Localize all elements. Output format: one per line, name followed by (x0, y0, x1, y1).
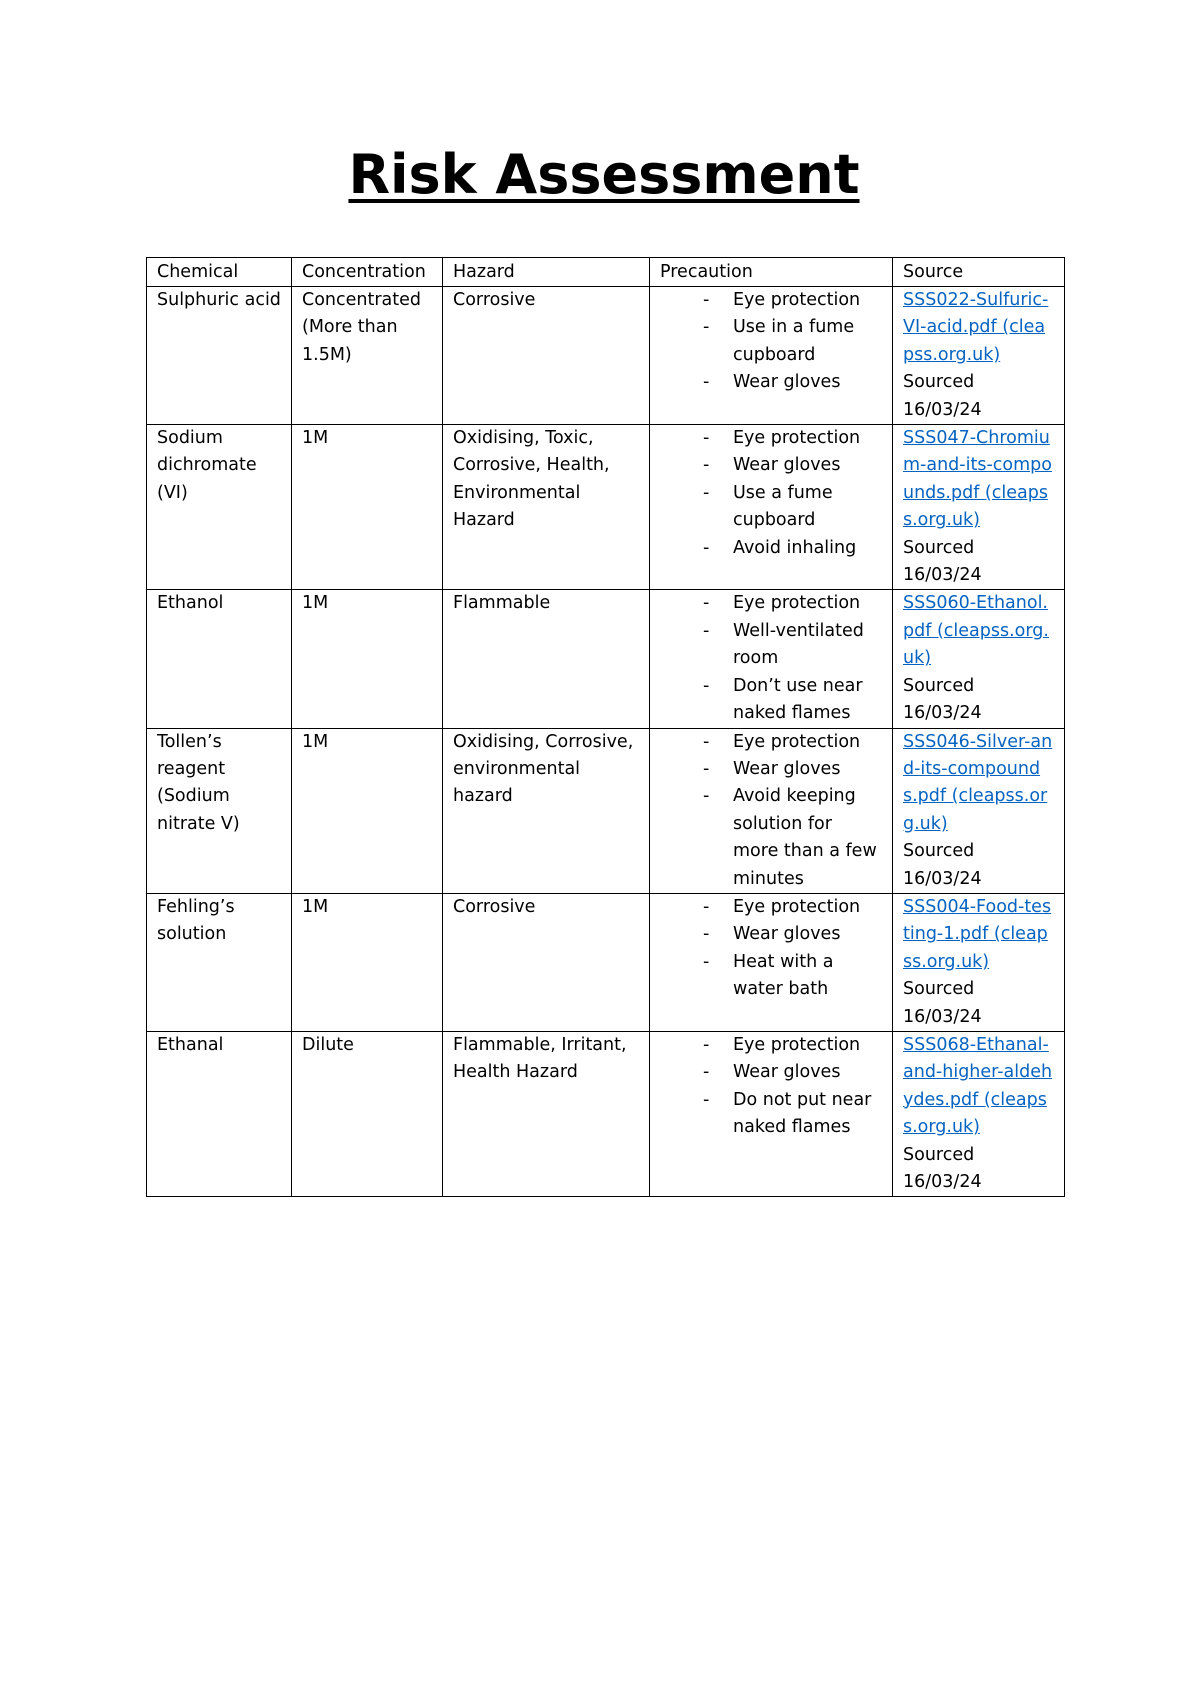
dash-bullet-icon: - (703, 317, 710, 338)
precaution-cell (650, 425, 893, 590)
precaution-item (660, 1087, 882, 1142)
sourced-date: 16/03/24 (903, 868, 982, 889)
precaution-text: Eye protection (733, 1034, 861, 1055)
dash-bullet-icon: - (703, 372, 710, 393)
precaution-text: Wear gloves (733, 924, 841, 945)
sourced-label: Sourced (903, 979, 975, 1000)
chemical-cell: Sodium dichromate (VI) (147, 425, 292, 590)
precaution-text: Do not put near naked flames (733, 1089, 872, 1138)
concentration-cell: 1M (292, 590, 443, 728)
dash-bullet-icon: - (703, 290, 710, 310)
concentration-cell: 1M (292, 425, 443, 590)
precaution-list (660, 590, 882, 727)
precaution-item (660, 590, 882, 617)
precaution-text: Eye protection (733, 731, 861, 752)
precaution-cell (650, 590, 893, 728)
precaution-item (660, 921, 882, 948)
precaution-text: Heat with a water bath (733, 951, 834, 1000)
source-link[interactable]: SSS068-Ethanal-and-higher-aldehydes.pdf (cleapss.org.uk) (903, 1034, 1053, 1138)
precaution-text: Avoid inhaling (733, 537, 857, 558)
precaution-cell (650, 728, 893, 893)
dash-bullet-icon: - (703, 1089, 710, 1110)
precaution-text: Eye protection (733, 593, 861, 614)
concentration-cell: 1M (292, 893, 443, 1031)
header-hazard: Hazard (443, 258, 650, 287)
concentration-cell: Concentrated (More than 1.5M) (292, 287, 443, 425)
precaution-item (660, 894, 882, 921)
precaution-text: Use a fume cupboard (733, 482, 833, 531)
hazard-cell: Corrosive (443, 287, 650, 425)
chemical-cell: Sulphuric acid (147, 287, 292, 425)
sourced-date: 16/03/24 (903, 1172, 982, 1192)
hazard-cell: Oxidising, Corrosive, environmental hazard (443, 728, 650, 893)
precaution-item (660, 1059, 882, 1086)
hazard-cell: Flammable (443, 590, 650, 728)
hazard-cell: Oxidising, Toxic, Corrosive, Health, Environmental Hazard (443, 425, 650, 590)
source-link[interactable]: SSS060-Ethanol.pdf (cleapss.org.uk) (903, 593, 1049, 669)
precaution-item (660, 783, 882, 893)
table-row (147, 287, 1065, 425)
dash-bullet-icon: - (703, 731, 710, 752)
dash-bullet-icon: - (703, 455, 710, 476)
dash-bullet-icon: - (703, 482, 710, 503)
sourced-label: Sourced (903, 675, 975, 696)
source-cell (893, 1031, 1065, 1196)
precaution-list (660, 425, 882, 562)
sourced-label: Sourced (903, 372, 975, 393)
source-cell (893, 287, 1065, 425)
concentration-cell: Dilute (292, 1031, 443, 1196)
sourced-date: 16/03/24 (903, 703, 982, 724)
sourced-date: 16/03/24 (903, 399, 982, 420)
precaution-list (660, 1032, 882, 1142)
source-link[interactable]: SSS004-Food-testing-1.pdf (cleapss.org.uk) (903, 896, 1052, 972)
precaution-text: Wear gloves (733, 372, 841, 393)
precaution-item (660, 480, 882, 535)
sourced-label: Sourced (903, 1144, 975, 1165)
chemical-cell: Fehling’s solution (147, 893, 292, 1031)
precaution-item (660, 949, 882, 1004)
precaution-cell (650, 287, 893, 425)
precaution-text: Wear gloves (733, 1062, 841, 1083)
dash-bullet-icon: - (703, 896, 710, 917)
concentration-cell: 1M (292, 728, 443, 893)
precaution-text: Wear gloves (733, 758, 841, 779)
sourced-date: 16/03/24 (903, 1006, 982, 1027)
table-row (147, 1031, 1065, 1196)
header-concentration: Concentration (292, 258, 443, 287)
precaution-list (660, 729, 882, 893)
dash-bullet-icon: - (703, 428, 710, 449)
precaution-text: Avoid keeping solution for more than a few minutes (733, 786, 877, 889)
table-body (147, 287, 1065, 1197)
source-cell (893, 590, 1065, 728)
dash-bullet-icon: - (703, 537, 710, 558)
dash-bullet-icon: - (703, 620, 710, 641)
source-link[interactable]: SSS046-Silver-and-its-compounds.pdf (cleapss.org.uk) (903, 731, 1053, 834)
dash-bullet-icon: - (703, 1062, 710, 1083)
hazard-cell: Flammable, Irritant, Health Hazard (443, 1031, 650, 1196)
precaution-item (660, 452, 882, 479)
chemical-cell: Tollen’s reagent (Sodium nitrate V) (147, 728, 292, 893)
dash-bullet-icon: - (703, 1034, 710, 1055)
precaution-text: Use in a fume cupboard (733, 317, 855, 365)
precaution-cell (650, 1031, 893, 1196)
precaution-item (660, 729, 882, 756)
precaution-item (660, 1032, 882, 1059)
precaution-text: Eye protection (733, 290, 861, 310)
source-cell (893, 893, 1065, 1031)
page-title: Risk Assessment (348, 143, 860, 206)
sourced-label: Sourced (903, 537, 975, 558)
dash-bullet-icon: - (703, 786, 710, 807)
chemical-cell: Ethanal (147, 1031, 292, 1196)
table-row (147, 590, 1065, 728)
dash-bullet-icon: - (703, 675, 710, 696)
precaution-item (660, 369, 882, 396)
table-row (147, 728, 1065, 893)
sourced-label: Sourced (903, 841, 975, 862)
precaution-cell (650, 893, 893, 1031)
precaution-list (660, 894, 882, 1004)
dash-bullet-icon: - (703, 593, 710, 614)
sourced-date: 16/03/24 (903, 565, 982, 586)
precaution-text: Eye protection (733, 428, 861, 449)
source-link[interactable]: SSS047-Chromium-and-its-compounds.pdf (cleapss.org.uk) (903, 428, 1052, 531)
source-link[interactable]: SSS022-Sulfuric-VI-acid.pdf (cleapss.org.uk) (903, 290, 1049, 365)
source-cell (893, 425, 1065, 590)
precaution-text: Wear gloves (733, 455, 841, 476)
hazard-cell: Corrosive (443, 893, 650, 1031)
precaution-list (660, 287, 882, 397)
risk-assessment-table (146, 257, 1065, 1197)
precaution-text: Eye protection (733, 896, 861, 917)
precaution-item (660, 425, 882, 452)
table-row (147, 893, 1065, 1031)
precaution-item (660, 314, 882, 369)
header-precaution: Precaution (650, 258, 893, 287)
precaution-item (660, 673, 882, 728)
header-source: Source (893, 258, 1065, 287)
dash-bullet-icon: - (703, 951, 710, 972)
header-chemical: Chemical (147, 258, 292, 287)
precaution-item (660, 287, 882, 314)
precaution-item (660, 535, 882, 562)
dash-bullet-icon: - (703, 924, 710, 945)
table-header-row (147, 258, 1065, 287)
dash-bullet-icon: - (703, 758, 710, 779)
table-row (147, 425, 1065, 590)
precaution-text: Don’t use near naked flames (733, 675, 863, 724)
precaution-text: Well-ventilated room (733, 620, 864, 669)
source-cell (893, 728, 1065, 893)
precaution-item (660, 618, 882, 673)
precaution-item (660, 756, 882, 783)
chemical-cell: Ethanol (147, 590, 292, 728)
